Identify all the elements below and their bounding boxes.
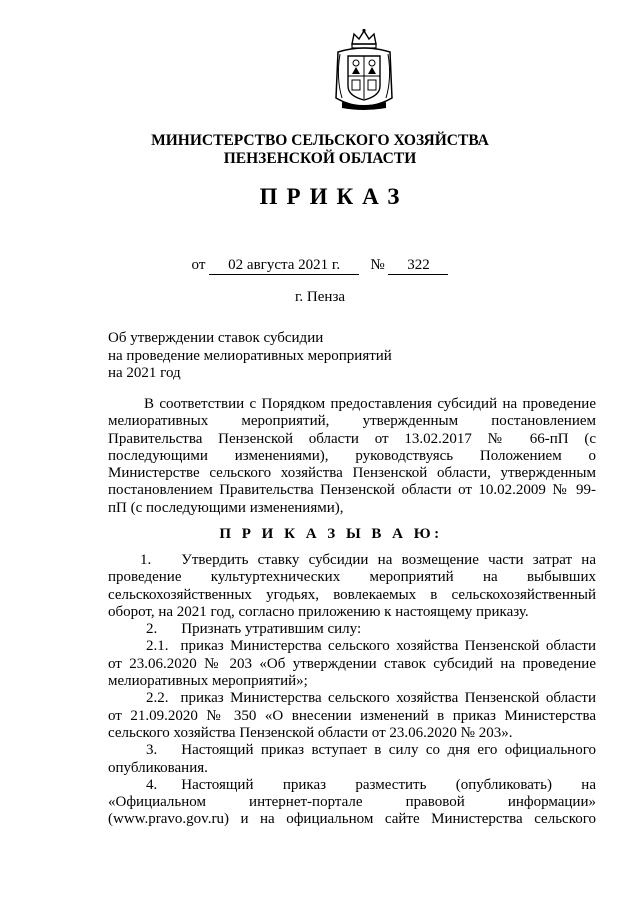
item-number: 2. (146, 621, 158, 638)
item-line: оборот, на 2021 год, согласно приложению к настоящему приказу. (108, 603, 529, 620)
order-word: П Р И К А З Ы В А Ю: (219, 526, 443, 542)
subject-line: Об утверждении ставок субсидии (108, 330, 324, 346)
item-line: сельскохозяйственных угодьях, вовлекаемых в сельскохозяйственный (108, 586, 596, 603)
item-line: мелиоративных мероприятий»; (108, 673, 308, 690)
ministry-name-line2: ПЕНЗЕНСКОЙ ОБЛАСТИ (223, 150, 417, 167)
preamble-line: Правительства Пензенской области от 13.02.2017 № 66-пП (с (108, 430, 596, 447)
preamble-line: Министерстве сельского хозяйства Пензенской области, утвержденным (108, 465, 596, 482)
document-title: ПРИКАЗ (259, 184, 409, 209)
item-number: 1. (140, 552, 152, 568)
from-label: от (191, 257, 206, 273)
item-line: «Официальном интернет-портале правовой информации» (108, 794, 596, 811)
preamble-line: мелиоративных мероприятий, утвержденным постановлением (108, 413, 596, 430)
item-line: (www.pravo.gov.ru) и на официальном сайте Министерства сельского (108, 811, 596, 828)
item-2-1-line: 2.1. приказ Министерства сельского хозяйства Пензенской области (108, 638, 596, 655)
penza-coat-of-arms-icon (328, 28, 400, 112)
preamble-line: постановлением Правительства Пензенской области от 10.02.2009 № 99- (108, 482, 596, 499)
preamble (108, 396, 596, 517)
ministry-name-line1: МИНИСТЕРСТВО СЕЛЬСКОГО ХОЗЯЙСТВА (151, 132, 489, 149)
subject-line: на 2021 год (108, 365, 181, 381)
preamble-line: пП (с последующими изменениями), (108, 499, 344, 516)
item-2-line: 2. Признать утратившим силу: (108, 621, 596, 638)
order-date: 02 августа 2021 г. (209, 256, 359, 275)
order-items (108, 552, 596, 829)
order-subject (108, 330, 392, 383)
item-number: 4. (146, 776, 158, 793)
item-3-line: 3. Настоящий приказ вступает в силу со дня его официального (108, 742, 596, 759)
preamble-line: В соответствии с Порядком предоставления субсидий на проведение (144, 396, 596, 412)
item-number: 2.2. (146, 690, 169, 707)
number-label: № (370, 257, 385, 273)
item-1-line: 1. Утвердить ставку субсидии на возмещение части затрат на (108, 552, 596, 569)
city: г. Пенза (294, 289, 346, 305)
subject-line: на проведение мелиоративных мероприятий (108, 347, 392, 364)
item-line: от 23.06.2020 № 203 «Об утверждении ставок субсидий на проведение (108, 655, 596, 672)
item-2-2-line: 2.2. приказ Министерства сельского хозяйства Пензенской области (108, 690, 596, 707)
item-number: 2.1. (146, 638, 169, 655)
item-line: сельского хозяйства Пензенской области от 23.06.2020 № 203». (108, 724, 513, 741)
item-number: 3. (146, 742, 158, 759)
date-number-line (0, 256, 640, 275)
item-4-line: 4. Настоящий приказ разместить (опубликовать) на (108, 777, 596, 794)
order-number: 322 (388, 256, 448, 275)
item-line: от 21.09.2020 № 350 «О внесении изменений в приказ Министерства (108, 707, 596, 724)
item-line: опубликования. (108, 759, 208, 776)
item-line: проведение культуртехнических мероприятий на выбывших (108, 569, 596, 586)
preamble-line: последующими изменениями), руководствуясь Положением о (108, 447, 596, 464)
